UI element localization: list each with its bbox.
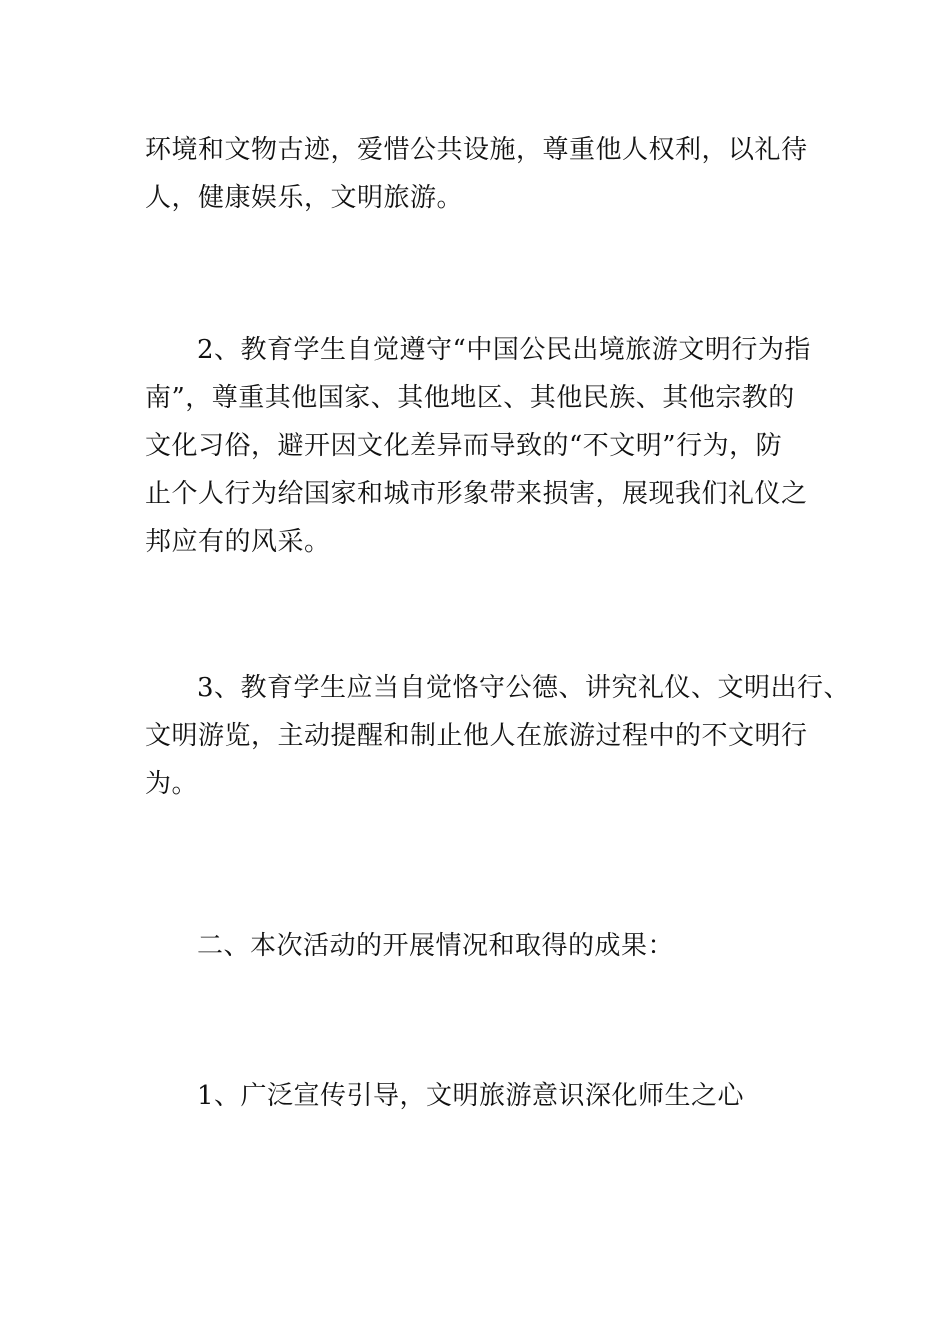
text-line: 止个人行为给国家和城市形象带来损害，展现我们礼仪之 — [145, 479, 808, 509]
section-heading — [145, 922, 815, 970]
paragraph-item-3 — [145, 664, 851, 808]
text-line: 文明游览，主动提醒和制止他人在旅游过程中的不文明行 — [145, 721, 808, 751]
paragraph-item-2 — [145, 326, 815, 566]
text-line: 为。 — [145, 769, 199, 799]
text-line: 2、教育学生自觉遵守“中国公民出境旅游文明行为指 — [197, 335, 811, 365]
text-line: 1、广泛宣传引导，文明旅游意识深化师生之心 — [197, 1081, 745, 1111]
text-line: 人，健康娱乐，文明旅游。 — [145, 183, 464, 213]
text-line: 3、教育学生应当自觉恪守公德、讲究礼仪、文明出行、 — [197, 673, 851, 703]
paragraph-continuation — [145, 126, 815, 222]
text-line: 二、本次活动的开展情况和取得的成果： — [197, 931, 675, 961]
text-line: 邦应有的风采。 — [145, 527, 331, 557]
text-line: 南”，尊重其他国家、其他地区、其他民族、其他宗教的 — [145, 383, 795, 413]
text-line: 文化习俗，避开因文化差异而导致的“不文明”行为，防 — [145, 431, 783, 461]
subsection-heading — [145, 1072, 815, 1120]
text-line: 环境和文物古迹，爱惜公共设施，尊重他人权利，以礼待 — [145, 135, 808, 165]
